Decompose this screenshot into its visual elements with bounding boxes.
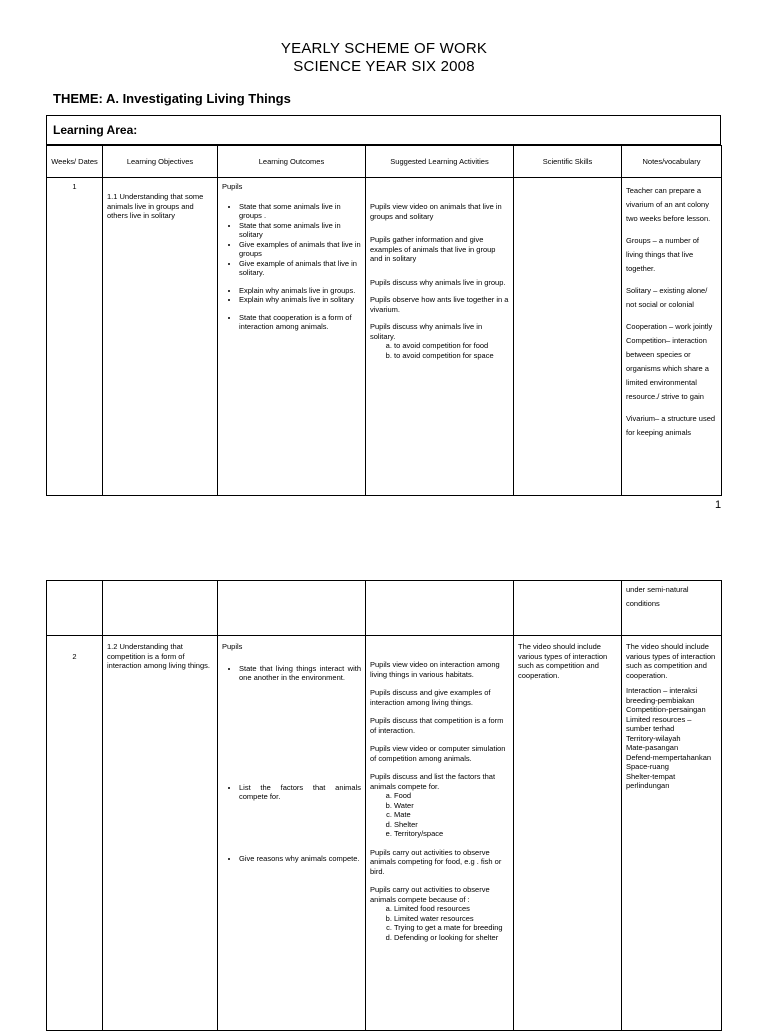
list-item: • State that some animals live in solitary <box>239 221 361 240</box>
note-item: Groups – a number of living things that live together. <box>626 236 699 273</box>
header-outcomes: Learning Outcomes <box>218 146 366 178</box>
list-item: • State that some animals live in groups . <box>239 202 361 221</box>
activity-item: Pupils view video on animals that live in groups and solitary <box>370 202 502 221</box>
list-item: b. to avoid competition for space <box>394 351 509 361</box>
activity-item: Pupils observe how ants live together in a vivarium. <box>370 295 509 314</box>
list-item: • State that cooperation is a form of interaction among animals. <box>239 313 361 332</box>
document-title-line-1: YEARLY SCHEME OF WORK <box>280 40 488 57</box>
notes-cell <box>622 636 722 1031</box>
list-item: d. Defending or looking for shelter <box>394 933 509 943</box>
scheme-table-page-2 <box>46 580 722 1031</box>
header-row <box>47 146 722 178</box>
header-skills: Scientific Skills <box>514 146 622 178</box>
notes-cell <box>622 178 722 496</box>
vocab-item: Competition-persaingan <box>626 705 706 714</box>
activity-item: Pupils carry out activities to observe animals compete because of : <box>370 885 490 904</box>
table-row <box>47 178 722 496</box>
table-row <box>47 581 722 636</box>
list-item: d. Shelter <box>394 820 509 830</box>
activity-item: Pupils discuss why animals live in group. <box>370 277 506 287</box>
list-item: • Give examples of animals that live in groups <box>239 240 361 259</box>
vocab-item: Defend-mempertahankan <box>626 752 712 762</box>
objective-text: 1.1 Understanding that some animals live in groups and others live in solitary <box>107 192 204 220</box>
note-item: Competition– interaction between species or organisms which share a limited environmental resource./ strive to gain <box>626 336 709 401</box>
week-cell <box>47 178 103 496</box>
list-item: a. to avoid competition for food <box>394 341 509 351</box>
vocab-item: Space-ruang <box>626 762 669 771</box>
week-cell <box>47 636 103 1031</box>
learning-area-label: Learning Area: <box>53 123 138 137</box>
note-item: Cooperation – work jointly <box>626 322 713 331</box>
week-number: 1 <box>72 182 77 191</box>
objective-text: 1.2 Understanding that competition is a form of interaction among living things. <box>107 642 210 670</box>
scheme-table-page-1 <box>46 145 722 496</box>
note-item: Teacher can prepare a vivarium of an ant colony two weeks before lesson. <box>626 186 711 223</box>
vocab-item: Territory-wilayah <box>626 733 681 743</box>
skills-cell <box>514 178 622 496</box>
activity-item: Pupils discuss and give examples of interaction among living things. <box>370 688 491 707</box>
header-activities: Suggested Learning Activities <box>366 146 514 178</box>
learning-area-box <box>46 115 721 145</box>
header-objectives: Learning Objectives <box>103 146 218 178</box>
objective-cell <box>103 178 218 496</box>
vocab-item: Interaction – interaksi <box>626 686 698 695</box>
list-item: • List the factors that animals compete for. <box>239 783 361 802</box>
table-row <box>47 636 722 1031</box>
list-item: • Explain why animals live in solitary <box>239 295 361 305</box>
note-item: The video should include various types of interaction such as competition and cooperation. <box>626 642 716 680</box>
outcomes-intro: Pupils <box>222 642 243 651</box>
vocab-item: breeding-pembiakan <box>626 695 695 705</box>
list-item: e. Territory/space <box>394 829 509 839</box>
vocab-item: Shelter-tempat perlindungan <box>626 771 676 790</box>
outcomes-intro: Pupils <box>222 182 243 191</box>
activity-item: Pupils view video on interaction among living things in various habitats. <box>370 660 500 679</box>
skills-text: The video should include various types of interaction such as competition and cooperation. <box>518 642 608 680</box>
header-notes: Notes/vocabulary <box>622 146 722 178</box>
note-item: Vivarium– a structure used for keeping animals <box>626 414 716 437</box>
activity-item: Pupils gather information and give examples of animals that live in group and in solitary <box>370 235 496 263</box>
activity-item: Pupils discuss that competition is a form of interaction. <box>370 716 504 735</box>
activities-cell <box>366 178 514 496</box>
activity-item: Pupils carry out activities to observe animals competing for food, e.g . fish or bird. <box>370 847 502 876</box>
document-title-line-2: SCIENCE YEAR SIX 2008 <box>293 58 475 75</box>
list-item: c. Trying to get a mate for breeding <box>394 923 509 933</box>
objective-cell <box>103 636 218 1031</box>
list-item: c. Mate <box>394 810 509 820</box>
activity-item: Pupils discuss and list the factors that animals compete for. <box>370 772 496 791</box>
outcomes-cell <box>218 178 366 496</box>
header-weeks: Weeks/ Dates <box>47 146 103 178</box>
list-item: b. Limited water resources <box>394 914 509 924</box>
vocab-item: Mate-pasangan <box>626 743 679 752</box>
week-number: 2 <box>72 652 77 661</box>
outcomes-cell <box>218 636 366 1031</box>
activities-cell <box>366 636 514 1031</box>
note-item: Solitary – existing alone/ not social or colonial <box>626 286 708 309</box>
activity-item: Pupils discuss why animals live in solitary. <box>370 322 483 341</box>
activity-item: Pupils view video or computer simulation of competition among animals. <box>370 744 506 763</box>
list-item: • State that living things interact with one another in the environment. <box>239 664 361 683</box>
theme-heading: THEME: A. Investigating Living Things <box>53 91 291 106</box>
list-item: a. Limited food resources <box>394 904 509 914</box>
vocab-item: Limited resources – sumber terhad <box>626 714 692 733</box>
list-item: a. Food <box>394 791 509 801</box>
list-item: • Give example of animals that live in solitary. <box>239 259 361 278</box>
page-number: 1 <box>715 499 722 511</box>
list-item: • Explain why animals live in groups. <box>239 286 361 296</box>
list-item: b. Water <box>394 801 509 811</box>
note-item: under semi-natural conditions <box>626 585 689 608</box>
notes-cell <box>622 581 722 636</box>
list-item: • Give reasons why animals compete. <box>239 854 361 864</box>
skills-cell <box>514 636 622 1031</box>
